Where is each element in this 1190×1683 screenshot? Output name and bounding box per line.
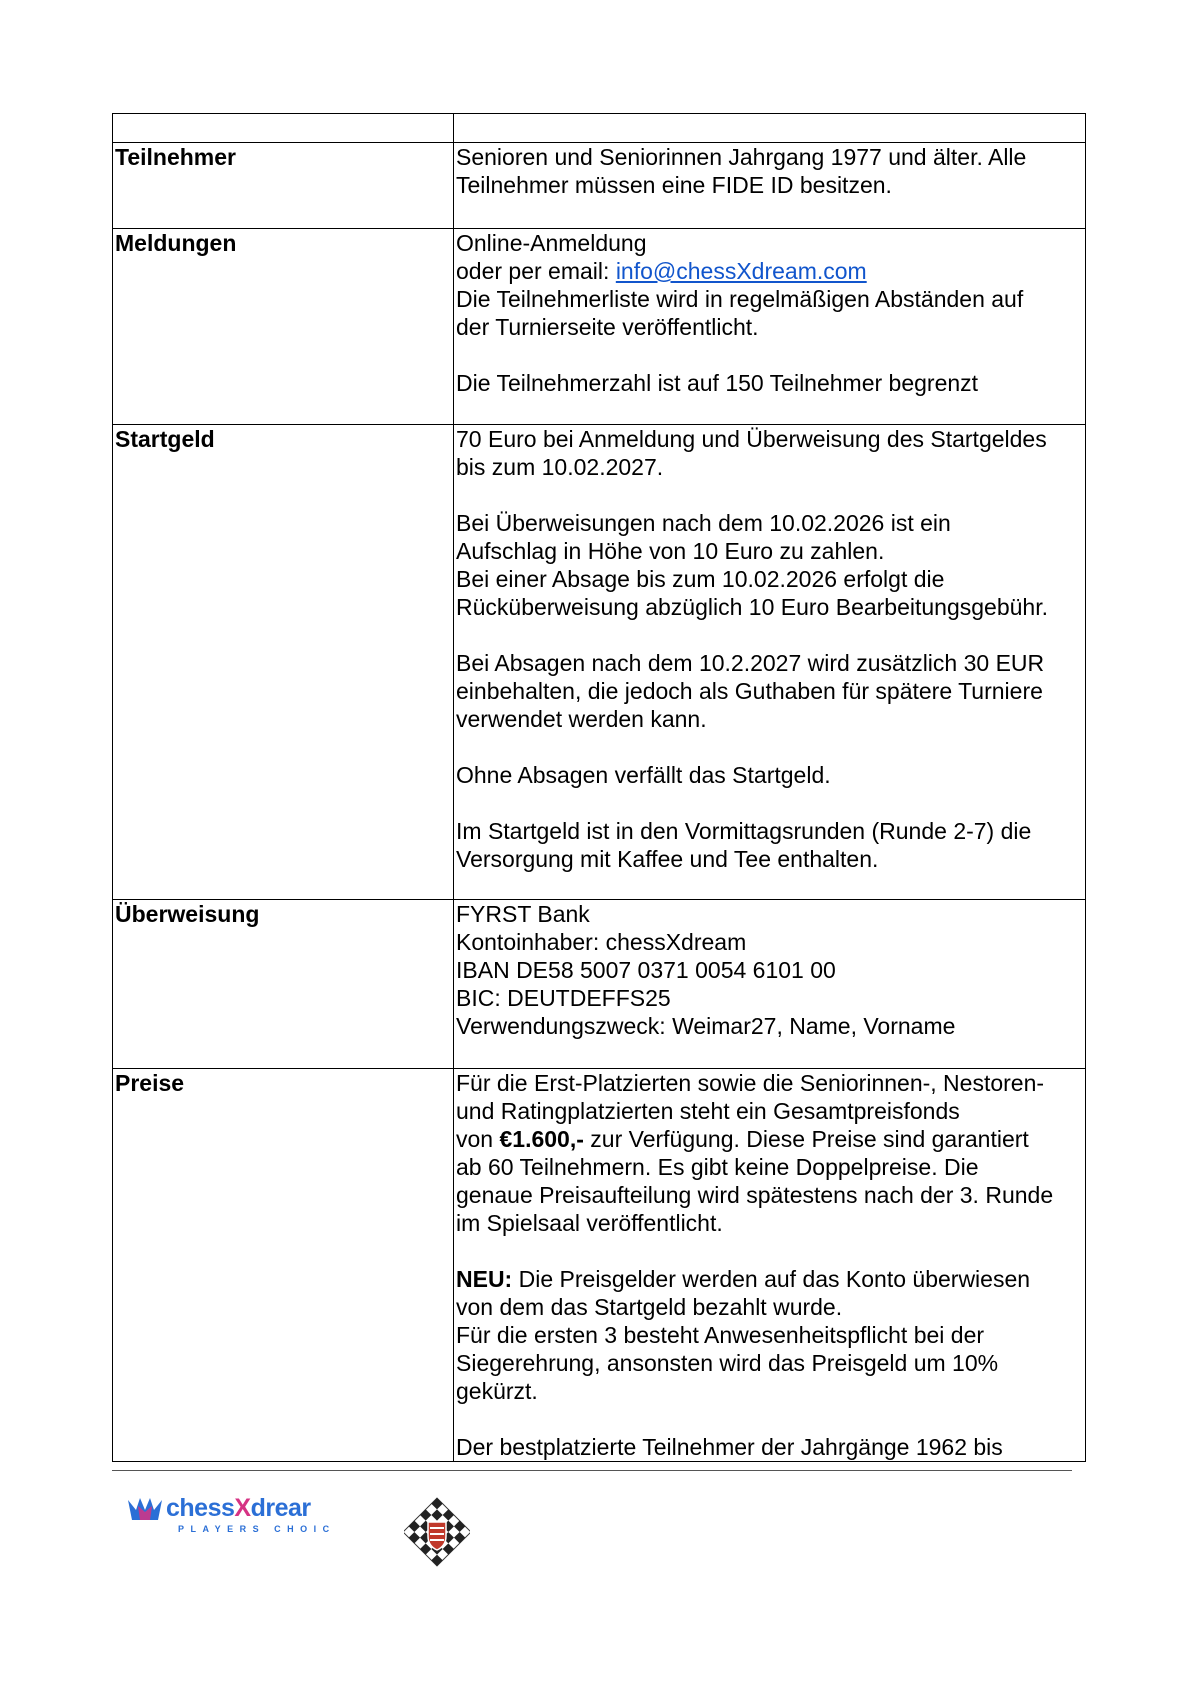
text-fragment: zur Verfügung. Diese Preise sind garantiert <box>583 1126 1029 1152</box>
text-line: im Spielsaal veröffentlicht. <box>456 1210 723 1236</box>
paragraph-gap <box>456 733 1085 761</box>
text-line: von dem das Startgeld bezahlt wurde. <box>456 1294 843 1320</box>
text-line: der Turnierseite veröffentlicht. <box>456 314 759 340</box>
text-line: Bei einer Absage bis zum 10.02.2026 erfolgt die <box>456 566 945 592</box>
email-link[interactable]: info@chessXdream.com <box>615 258 867 284</box>
paragraph-gap <box>456 341 1085 369</box>
table-header-row <box>113 114 1086 143</box>
bic: BIC: DEUTDEFFS25 <box>456 985 671 1011</box>
header-label-cell <box>113 114 454 143</box>
text-line: und Ratingplatzierten steht ein Gesamtpreisfonds <box>456 1098 960 1124</box>
row-label-preise: Preise <box>113 1069 454 1462</box>
paragraph-gap <box>456 789 1085 817</box>
header-value-cell <box>454 114 1086 143</box>
text-line: verwendet werden kann. <box>456 706 707 732</box>
row-value-preise <box>454 1069 1086 1462</box>
logo-wordmark: chessXdrear <box>166 1494 311 1522</box>
text-line: Rücküberweisung abzüglich 10 Euro Bearbeitungsgebühr. <box>456 594 1049 620</box>
table-row-ueberweisung <box>113 900 1086 1069</box>
tournament-info-table <box>112 113 1086 1462</box>
text-line: genaue Preisaufteilung wird spätestens nach der 3. Runde <box>456 1182 1054 1208</box>
text-line: Versorgung mit Kaffee und Tee enthalten. <box>456 846 879 872</box>
text-fragment: von <box>456 1126 500 1152</box>
paragraph-gap <box>456 481 1085 509</box>
text-line: Bei Absagen nach dem 10.2.2027 wird zusätzlich 30 EUR <box>456 650 1045 676</box>
table-row-meldungen <box>113 229 1086 425</box>
text-line: Der bestplatzierte Teilnehmer der Jahrgänge 1962 bis <box>456 1434 1003 1460</box>
text-line: ab 60 Teilnehmern. Es gibt keine Doppelpreise. Die <box>456 1154 979 1180</box>
row-value-teilnehmer <box>454 143 1086 229</box>
paragraph-gap <box>456 621 1085 649</box>
row-value-startgeld <box>454 425 1086 900</box>
text-line: 70 Euro bei Anmeldung und Überweisung des Startgeldes <box>456 426 1047 452</box>
text-line: Bei Überweisungen nach dem 10.02.2026 ist ein <box>456 510 951 536</box>
row-label-teilnehmer: Teilnehmer <box>113 143 454 229</box>
row-label-startgeld: Startgeld <box>113 425 454 900</box>
text-line: Teilnehmer müssen eine FIDE ID besitzen. <box>456 172 892 198</box>
text-line: Für die ersten 3 besteht Anwesenheitspflicht bei der <box>456 1322 985 1348</box>
row-value-meldungen <box>454 229 1086 425</box>
text-line: Im Startgeld ist in den Vormittagsrunden (Runde 2-7) die <box>456 818 1032 844</box>
logo-tagline: PLAYERS CHOIC <box>178 1524 336 1534</box>
prize-fund-amount: €1.600,- <box>499 1126 584 1152</box>
chess-federation-seal-icon <box>404 1496 470 1568</box>
row-label-ueberweisung: Überweisung <box>113 900 454 1069</box>
text-line: Siegerehrung, ansonsten wird das Preisgeld um 10% <box>456 1350 999 1376</box>
table-row-startgeld <box>113 425 1086 900</box>
text-line: Senioren und Seniorinnen Jahrgang 1977 und älter. Alle <box>456 144 1027 170</box>
text-fragment: Die Preisgelder werden auf das Konto überwiesen <box>512 1266 1031 1292</box>
text-line: Die Teilnehmerliste wird in regelmäßigen Abständen auf <box>456 286 1024 312</box>
text-line: einbehalten, die jedoch als Guthaben für spätere Turniere <box>456 678 1043 704</box>
iban: IBAN DE58 5007 0371 0054 6101 00 <box>456 957 836 983</box>
text-line: bis zum 10.02.2027. <box>456 454 664 480</box>
chessxdream-logo <box>128 1494 336 1538</box>
new-notice-line <box>456 1265 1085 1293</box>
text-line: Online-Anmeldung <box>456 230 647 256</box>
new-label: NEU: <box>456 1266 513 1292</box>
prize-fund-line <box>456 1125 1085 1153</box>
row-label-meldungen: Meldungen <box>113 229 454 425</box>
table-row-teilnehmer <box>113 143 1086 229</box>
text-line: Ohne Absagen verfällt das Startgeld. <box>456 762 831 788</box>
crown-icon <box>128 1498 162 1520</box>
table-row-preise <box>113 1069 1086 1462</box>
text-line: Für die Erst-Platzierten sowie die Seniorinnen-, Nestoren- <box>456 1070 1045 1096</box>
account-holder: Kontoinhaber: chessXdream <box>456 929 747 955</box>
text-line: Die Teilnehmerzahl ist auf 150 Teilnehmer begrenzt <box>456 370 979 396</box>
paragraph-gap <box>456 1405 1085 1433</box>
text-line: gekürzt. <box>456 1378 538 1404</box>
text-line: Aufschlag in Höhe von 10 Euro zu zahlen. <box>456 538 885 564</box>
email-line <box>456 257 1085 285</box>
bank-name: FYRST Bank <box>456 901 590 927</box>
footer-divider <box>112 1470 1072 1471</box>
paragraph-gap <box>456 1237 1085 1265</box>
row-value-ueberweisung <box>454 900 1086 1069</box>
email-prefix: oder per email: <box>456 258 616 284</box>
payment-reference: Verwendungszweck: Weimar27, Name, Vorname <box>456 1013 956 1039</box>
